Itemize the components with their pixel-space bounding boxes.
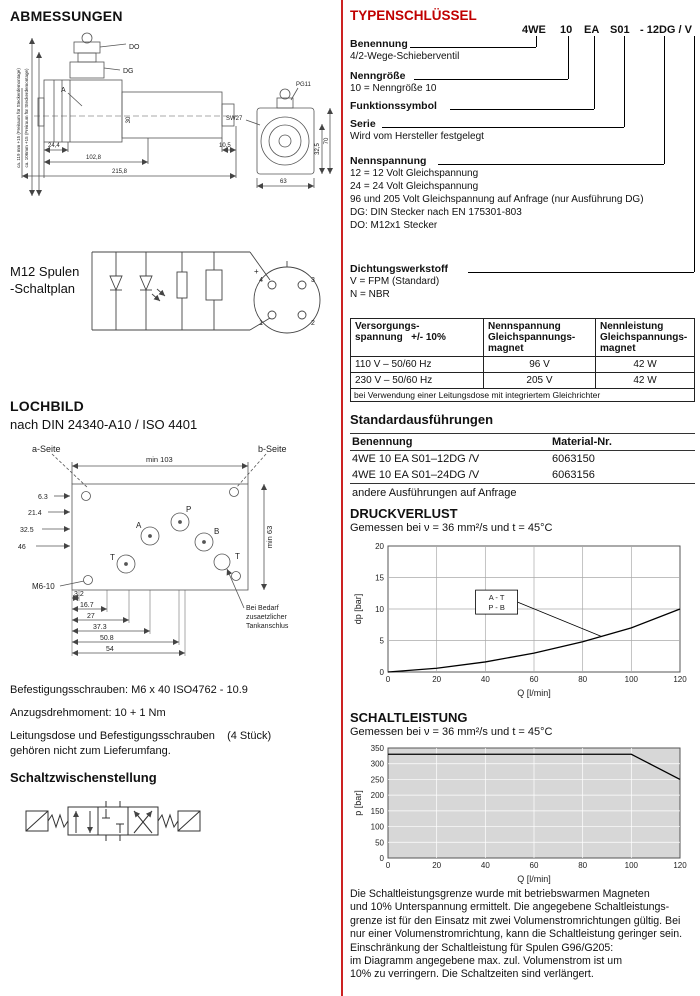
- y-tick-label: 300: [370, 759, 384, 769]
- druckverlust-heading: DRUCKVERLUST: [350, 506, 458, 521]
- y-tick-label: 15: [375, 573, 384, 583]
- a-seite-label: a-Seite: [32, 444, 61, 454]
- schaltleistung-footnote: [350, 888, 697, 982]
- type-code-s01: S01: [610, 24, 630, 36]
- typenschluessel-block: [350, 8, 698, 308]
- dichtungswerkstoff-label: Dichtungswerkstoff: [350, 263, 449, 275]
- x-tick-label: 40: [480, 861, 490, 870]
- pin-1-label: 1: [259, 320, 263, 327]
- m12-circuit-diagram: [82, 238, 335, 363]
- y-tick-label: 150: [370, 806, 384, 816]
- tank-note-line2: zusaetzlicher: [246, 614, 287, 621]
- x-axis-title: Q [l/min]: [517, 688, 551, 698]
- legend-label: P - B: [488, 603, 505, 613]
- standard-row-24dg: 4WE 10 EA S01–24DG /V 6063156: [350, 467, 695, 484]
- dim-50-8: 50.8: [100, 635, 114, 642]
- supply-table-footnote: bei Verwendung einer Leitungsdose mit integriertem Gleichrichter: [351, 388, 694, 401]
- connector-hline-nenngroesse: [414, 79, 568, 80]
- supply-voltage-table: [350, 318, 695, 402]
- footnote-line: nur einer Volumenstromrichtung, kann die Schaltleistung geringer sein.: [350, 928, 683, 941]
- y-tick-label: 350: [370, 744, 384, 753]
- dim-24-4: 24,4: [48, 143, 60, 149]
- dim-21-4: 21.4: [28, 510, 42, 517]
- dim-46: 46: [18, 544, 26, 551]
- pin-2-label: 2: [311, 320, 315, 327]
- chart-svg: [352, 540, 690, 698]
- footnote-line: und 10% Unterspannung ermittelt. Die angegebene Schaltleistungs-: [350, 901, 670, 914]
- tank-note-line3: Tankanschlus: [246, 623, 289, 630]
- standard-versions-heading: Standardausführungen: [350, 412, 494, 427]
- connector-vline-funktionssymbol: [594, 36, 595, 109]
- benennung-label: Benennung: [350, 38, 408, 50]
- dim-30: 30: [126, 116, 132, 124]
- dim-70: 70: [324, 137, 330, 145]
- x-tick-label: 40: [480, 675, 490, 684]
- connector-hline-serie: [382, 127, 624, 128]
- label-dg: DG: [123, 68, 134, 75]
- dim-16-7: 16.7: [80, 602, 94, 609]
- footnote-line: grenze ist für den Einsatz mit zwei Volumenstromrichtungen gültig. Bei: [350, 914, 681, 927]
- x-axis-title: Q [l/min]: [517, 874, 551, 884]
- standard-versions-block: [350, 412, 695, 502]
- serie-label: Serie: [350, 118, 376, 130]
- chart-svg: [352, 742, 690, 884]
- dim-3-2: 3.2: [74, 591, 84, 598]
- y-axis-title: dp [bar]: [353, 593, 363, 625]
- footnote-line: Einschränkung der Schaltleistung für Spulen G96/G205:: [350, 941, 614, 954]
- benennung-value: 4/2-Wege-Schieberventil: [350, 51, 460, 62]
- abmessungen-heading: ABMESSUNGEN: [10, 8, 123, 24]
- connector-vline-dichtung: [694, 36, 695, 272]
- valve-drawing-lines: [22, 33, 330, 196]
- port-t1-label: T: [110, 553, 115, 562]
- label-pg11: PG11: [296, 82, 311, 88]
- port-b-label: B: [214, 527, 220, 536]
- footnote-line: Die Schaltleistungsgrenze wurde mit betriebswarmen Magneten: [350, 888, 650, 900]
- x-tick-label: 0: [385, 675, 391, 684]
- lochbild-subtitle: nach DIN 24340-A10 / ISO 4401: [10, 417, 198, 432]
- dim-min63: min 63: [265, 525, 274, 549]
- clearance-note-2: ca. 106mm +15 (Freiraum für Steckerdemontage): [24, 68, 29, 168]
- y-tick-label: 200: [370, 791, 384, 801]
- supply-header-versorgung: Versorgungs- spannung +/- 10%: [355, 321, 446, 343]
- label-do: DO: [129, 44, 140, 51]
- supply-table-row-110v: 110 V – 50/60 Hz 96 V 42 W: [351, 356, 694, 372]
- valve-dimension-drawing: [8, 28, 338, 226]
- m12-schaltplan-label-line1: M12 Spulen: [10, 264, 80, 279]
- standard-col-benennung: Benennung: [352, 436, 413, 448]
- nennspannung-value-do: DO: M12x1 Stecker: [350, 220, 438, 231]
- b-seite-label: b-Seite: [258, 444, 287, 454]
- type-code-4we: 4WE: [522, 24, 546, 36]
- type-code-10: 10: [560, 24, 573, 36]
- connector-vline-benennung: [536, 36, 537, 47]
- m12-schaltplan-label-line2: -Schaltplan: [10, 281, 76, 296]
- note-screws: Befestigungsschrauben: M6 x 40 ISO4762 - 10.9: [10, 684, 248, 696]
- dim-37-3: 37.3: [93, 624, 107, 631]
- connector-hline-benennung: [410, 47, 536, 48]
- typenschluessel-heading: TYPENSCHLÜSSEL: [350, 8, 477, 23]
- x-tick-label: 60: [529, 675, 539, 684]
- x-tick-label: 120: [673, 861, 687, 870]
- dim-215-8: 215,8: [112, 169, 128, 175]
- standard-col-materialnr: Material-Nr.: [552, 436, 612, 448]
- port-a-label: A: [136, 521, 142, 530]
- lochbild-heading: LOCHBILD: [10, 398, 84, 414]
- connector-vline-nenngroesse: [568, 36, 569, 79]
- supply-header-nennleistung: Nennleistung Gleichspannungs- magnet: [595, 319, 694, 356]
- footnote-line: im Diagramm angegebene max. zul. Volumenstrom ist um: [350, 955, 623, 968]
- x-tick-label: 80: [578, 675, 588, 684]
- valve-symbol-lines: [26, 801, 200, 841]
- pin-4-label: 4: [259, 277, 263, 284]
- supply-header-nennspannung: Nennspannung Gleichspannungs- magnet: [483, 319, 595, 356]
- dichtung-value-n: N = NBR: [350, 289, 390, 300]
- port-t2-label: T: [235, 552, 240, 561]
- connector-hline-funktionssymbol: [450, 109, 594, 110]
- x-tick-label: 20: [432, 861, 442, 870]
- supply-table-row-230v: 230 V – 50/60 Hz 205 V 42 W: [351, 372, 694, 388]
- x-tick-label: 120: [673, 675, 687, 684]
- m6-label: M6-10: [32, 582, 55, 591]
- x-tick-label: 60: [529, 861, 539, 870]
- y-tick-label: 100: [370, 822, 384, 832]
- type-code-12dg-v: - 12DG / V: [640, 24, 692, 36]
- circuit-lines: [92, 252, 320, 333]
- dim-102-8: 102,8: [86, 155, 102, 161]
- schaltzwischenstellung-heading: Schaltzwischenstellung: [10, 770, 157, 785]
- y-axis-title: p [bar]: [353, 790, 363, 816]
- dim-6-3: 6.3: [38, 494, 48, 501]
- y-tick-label: 0: [379, 668, 384, 677]
- dim-min103: min 103: [146, 455, 173, 464]
- dim-32-5: 32.5: [20, 527, 34, 534]
- y-tick-label: 5: [379, 636, 384, 646]
- dim-10-5: 10,5: [219, 143, 231, 149]
- port-p-label: P: [186, 505, 192, 514]
- x-tick-label: 0: [385, 861, 391, 870]
- x-tick-label: 100: [624, 675, 639, 684]
- note-scope-line1: Leitungsdose und Befestigungsschrauben (4 Stück): [10, 730, 272, 742]
- x-tick-label: 20: [432, 675, 442, 684]
- valve-symbol-drawing: [8, 796, 218, 846]
- dim-32-5: 32,5: [315, 143, 321, 155]
- lochbild-lines: [36, 454, 266, 656]
- note-scope-line2: gehören nicht zum Lieferumfang.: [10, 745, 171, 757]
- x-tick-label: 80: [578, 861, 588, 870]
- supply-table-header-row: [351, 319, 694, 356]
- druckverlust-subtitle: Gemessen bei ν = 36 mm²/s und t = 45°C: [350, 522, 553, 534]
- nenngroesse-label: Nenngröße: [350, 70, 406, 82]
- pin-3-label: 3: [311, 277, 315, 284]
- clearance-note-1: ca. 119 mm +15 (Freiraum für Steckerdemontage): [16, 68, 21, 168]
- standard-note: andere Ausführungen auf Anfrage: [352, 487, 517, 499]
- dim-27: 27: [87, 613, 95, 620]
- standard-row-12dg: 4WE 10 EA S01–12DG /V 6063150: [352, 453, 595, 465]
- nennspannung-label: Nennspannung: [350, 155, 427, 167]
- x-tick-label: 100: [624, 861, 639, 870]
- nennspannung-value-dg: DG: DIN Stecker nach EN 175301-803: [350, 207, 522, 218]
- druckverlust-chart: [352, 540, 690, 698]
- dim-63: 63: [280, 179, 287, 185]
- nenngroesse-value: 10 = Nenngröße 10: [350, 83, 437, 94]
- funktionssymbol-label: Funktionssymbol: [350, 100, 437, 112]
- connector-vline-serie: [624, 36, 625, 127]
- schaltleistung-chart: [352, 742, 690, 884]
- schaltleistung-heading: SCHALTLEISTUNG: [350, 710, 468, 725]
- standard-table-header: [350, 433, 695, 451]
- note-torque: Anzugsdrehmoment: 10 + 1 Nm: [10, 707, 166, 719]
- tank-note-line1: Bei Bedarf: [246, 605, 279, 612]
- y-tick-label: 50: [375, 838, 384, 848]
- nennspannung-value-12: 12 = 12 Volt Gleichspannung: [350, 168, 479, 179]
- y-tick-label: 250: [370, 775, 384, 785]
- serie-value: Wird vom Hersteller festgelegt: [350, 131, 484, 142]
- nennspannung-value-24: 24 = 24 Volt Gleichspannung: [350, 181, 479, 192]
- type-code-ea: EA: [584, 24, 600, 36]
- y-tick-label: 0: [379, 854, 384, 863]
- dim-54: 54: [106, 646, 114, 653]
- connector-vline-nennspannung: [664, 36, 665, 164]
- y-tick-label: 20: [375, 542, 384, 551]
- footnote-line: 10% zu verringern. Die Schaltzeiten sind verlängert.: [350, 968, 594, 981]
- connector-hline-nennspannung: [438, 164, 664, 165]
- label-a: A: [61, 87, 66, 94]
- legend-label: A - T: [488, 593, 505, 603]
- column-divider-line: [341, 0, 343, 996]
- lochbild-drawing: [8, 438, 338, 673]
- connector-hline-dichtung: [468, 272, 694, 273]
- label-sw27: SW27: [226, 116, 243, 122]
- y-tick-label: 10: [375, 605, 384, 614]
- pin-plus-label: +: [254, 267, 259, 276]
- nennspannung-value-96-205: 96 und 205 Volt Gleichspannung auf Anfrage (nur Ausführung DG): [350, 194, 644, 205]
- schaltleistung-subtitle: Gemessen bei ν = 36 mm²/s und t = 45°C: [350, 726, 553, 738]
- dichtung-value-v: V = FPM (Standard): [350, 276, 440, 287]
